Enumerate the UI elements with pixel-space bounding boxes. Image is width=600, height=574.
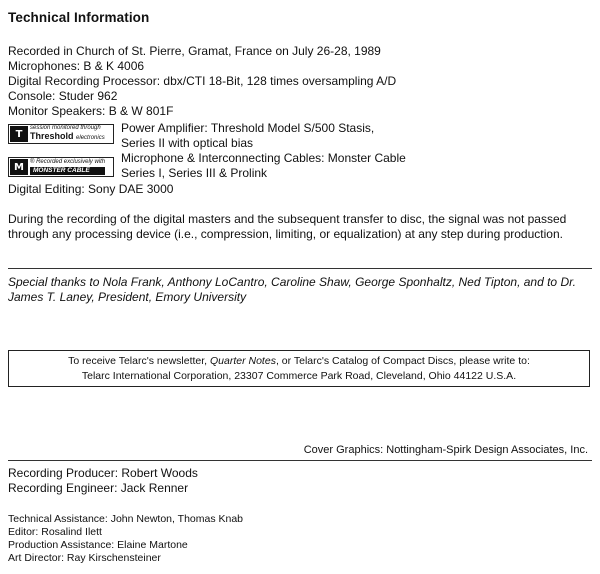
newsletter-text-end: , or Telarc's Catalog of Compact Discs, please write to:: [275, 355, 530, 367]
spec-digital-editing: Digital Editing: Sony DAE 3000: [8, 182, 174, 196]
spec-monitor-speakers: Monitor Speakers: B & W 801F: [8, 104, 174, 118]
special-thanks: Special thanks to Nola Frank, Anthony LoCantro, Caroline Shaw, George Sponhaltz, Ned Tipton, and to Dr. James T. Laney, President, Emory University: [8, 275, 576, 304]
threshold-brand-name: Threshold: [30, 131, 74, 141]
spec-cables-line2: Series I, Series III & Prolink: [121, 166, 268, 180]
threshold-logo-caption: session monitored through: [30, 125, 101, 131]
monster-logo-brand: MONSTER CABLE: [30, 167, 105, 175]
threshold-logo: [8, 124, 114, 144]
section-heading: Technical Information: [8, 10, 150, 25]
threshold-brand-suffix: electronics: [76, 135, 105, 141]
spec-amplifier-line1: Power Amplifier: Threshold Model S/500 Stasis,: [121, 121, 375, 135]
spec-amplifier-line2: Series II with optical bias: [121, 136, 254, 150]
spec-cables-line1: Microphone & Interconnecting Cables: Monster Cable: [121, 151, 406, 165]
spec-microphones: Microphones: B & K 4006: [8, 59, 145, 73]
credit-technical-assistance: Technical Assistance: John Newton, Thomas Knab: [8, 513, 244, 525]
credit-recording-producer: Recording Producer: Robert Woods: [8, 466, 198, 480]
newsletter-box: [8, 350, 590, 387]
mailing-address: Telarc International Corporation, 23307 Commerce Park Road, Cleveland, Ohio 44122 U.S.A.: [81, 370, 517, 382]
newsletter-text-start: To receive Telarc's newsletter,: [68, 355, 210, 367]
monster-logo-caption: ® Recorded exclusively with: [30, 159, 106, 165]
credit-editor: Editor: Rosalind Ilett: [8, 526, 102, 538]
divider-bottom: [8, 460, 592, 461]
monster-mark-icon: M: [10, 159, 28, 175]
cover-graphics-credit: Cover Graphics: Nottingham-Spirk Design Associates, Inc.: [303, 444, 588, 456]
credit-art-director: Art Director: Ray Kirschensteiner: [8, 552, 161, 564]
threshold-mark-icon: T: [10, 126, 28, 142]
processing-statement: During the recording of the digital masters and the subsequent transfer to disc, the signal was not passed through any processing device (i.e., compression, limiting, or equalization) at any step during production.: [8, 212, 567, 241]
threshold-logo-brand: [30, 132, 105, 143]
credit-production-assistance: Production Assistance: Elaine Martone: [8, 539, 188, 551]
divider-top: [8, 268, 592, 269]
newsletter-title: Quarter Notes: [210, 355, 276, 367]
spec-console: Console: Studer 962: [8, 89, 118, 103]
spec-recorded-location: Recorded in Church of St. Pierre, Gramat, France on July 26-28, 1989: [8, 44, 381, 58]
monster-cable-logo: [8, 157, 114, 177]
newsletter-line: [9, 354, 589, 369]
credit-recording-engineer: Recording Engineer: Jack Renner: [8, 481, 189, 495]
spec-recording-processor: Digital Recording Processor: dbx/CTI 18-Bit, 128 times oversampling A/D: [8, 74, 397, 88]
